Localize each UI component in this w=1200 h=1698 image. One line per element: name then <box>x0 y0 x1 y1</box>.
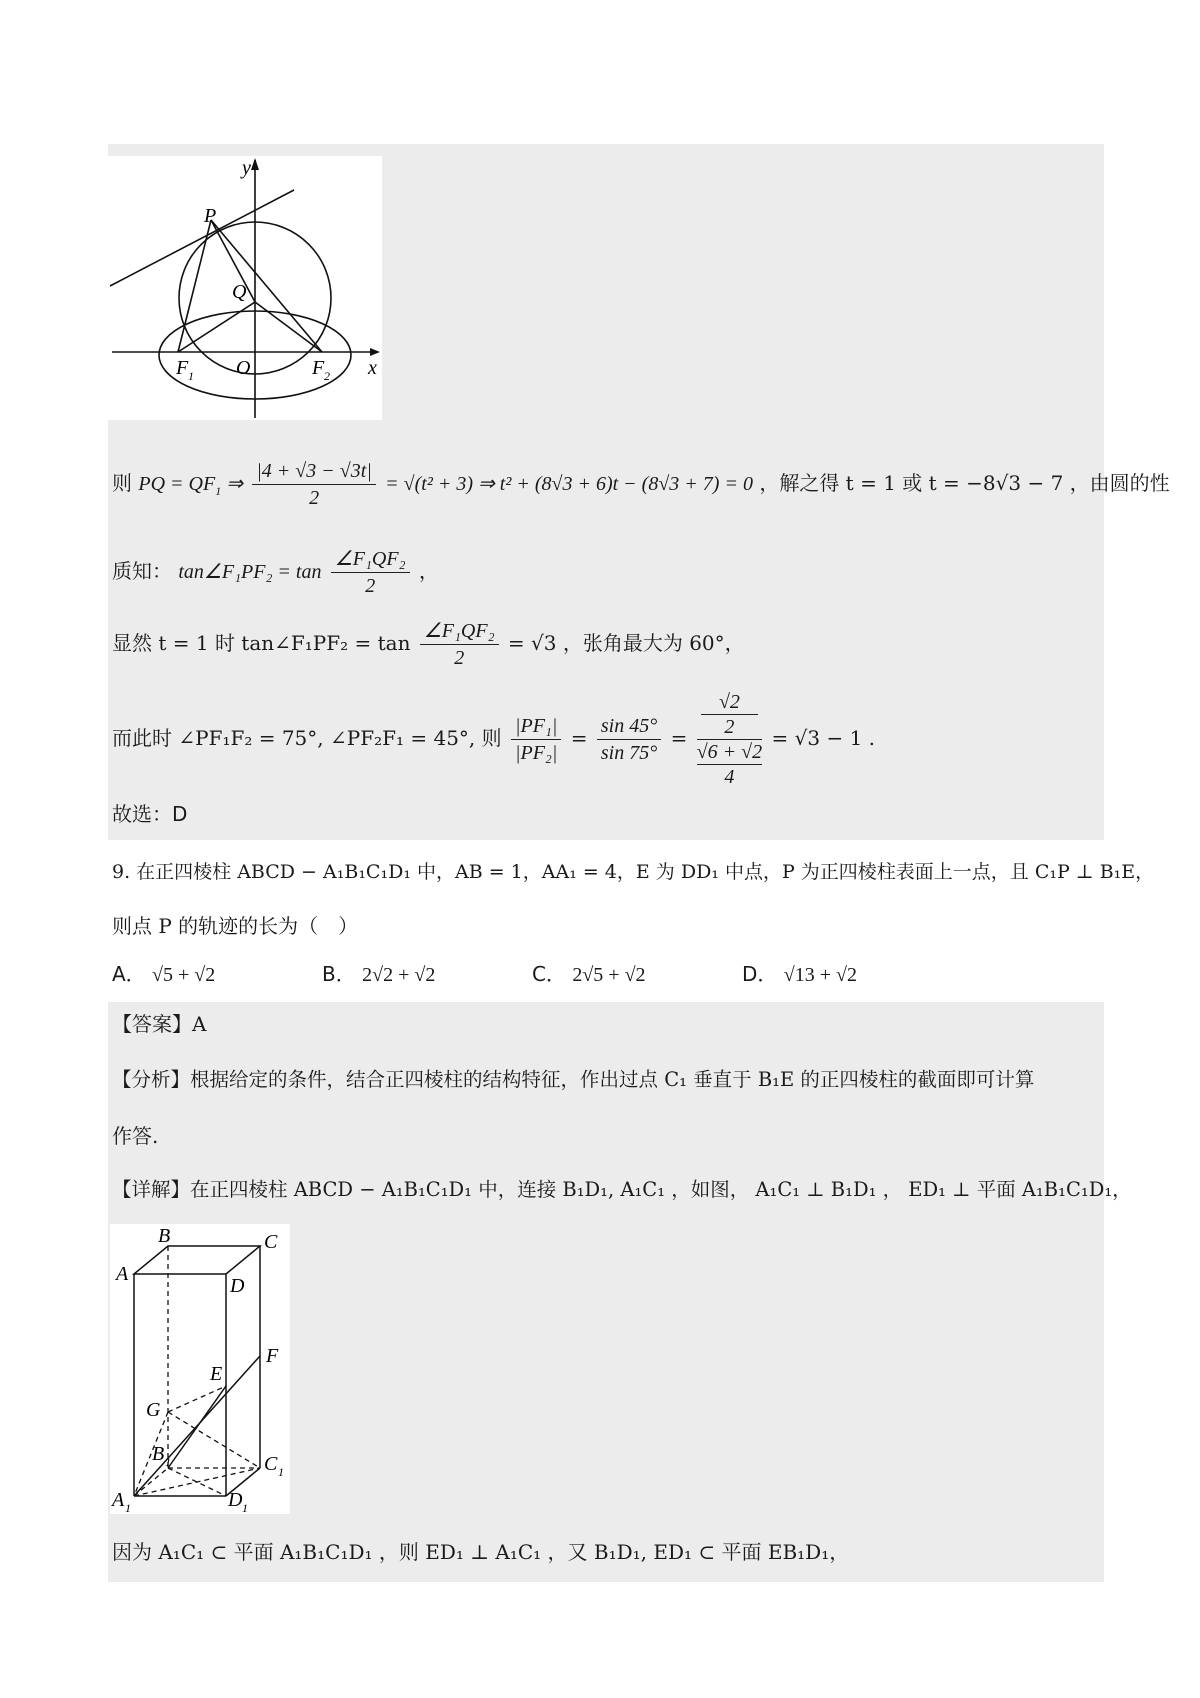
option-a: A． √5 + √2 <box>112 962 216 986</box>
label-P: P <box>204 205 217 227</box>
label-A1: A <box>112 1489 125 1511</box>
label-F1-sub: 1 <box>188 369 194 383</box>
analysis-line-2: 作答. <box>112 1124 159 1148</box>
option-d: D． √13 + √2 <box>742 962 857 986</box>
question-line-2: 则点 P 的轨迹的长为（ ） <box>112 914 359 938</box>
label-B: B <box>158 1225 171 1247</box>
solution-line-1: 则 PQ = $QF_1$ ⇒ $\frac{|4 + √3 - √3t|}{2}$ = √(t² + 3) ⇒ t² + (8√3 + 6)t − (8√3 + 7) = 0 ，解之得 t = 1 或 t = −8√3 − 7 ，由圆的性 <box>112 460 1170 509</box>
frac-nested: √2 2 √6 + √2 4 <box>696 691 763 788</box>
label-F1: F <box>176 357 189 379</box>
label-y: y <box>242 157 251 179</box>
solution-line-2: 质知： tan∠F₁PF₂ = tan $\frac{\text{∠F₁QF₂}}{2}$ ， <box>112 548 439 597</box>
frac-angle-half: $\frac{\text{∠F₁QF₂}}{2}$ <box>331 546 410 599</box>
label-F2-sub: 2 <box>324 369 330 383</box>
label-A: A <box>116 1263 129 1285</box>
prism-figure <box>110 1224 290 1514</box>
label-C: C <box>264 1231 278 1253</box>
eq-quadratic: = √(t² + 3) ⇒ t² + (8√3 + 6)t − (8√3 + 7) = 0 <box>385 473 753 495</box>
question-line-1: 9. 在正四棱柱 ABCD − A₁B₁C₁D₁ 中，AB = 1，AA₁ = 4，E 为 DD₁ 中点，P 为正四棱柱表面上一点，且 C₁P ⊥ B₁E， <box>112 861 1155 883</box>
label-O: O <box>236 357 251 379</box>
solution-result-text: ，解之得 t = 1 或 t = −8√3 − 7 ，由圆的性 <box>759 471 1170 495</box>
label-B1: B <box>152 1443 165 1465</box>
frac-distance: $\frac{|4 + √3 - √3t|}{2}$ <box>252 458 376 511</box>
label-Q: Q <box>232 281 247 303</box>
solution-line-4: 而此时 ∠PF₁F₂ = 75°, ∠PF₂F₁ = 45°, 则 $\frac{\text{|PF₁|}}{\text{|PF₂|}}$ = $\frac{\sin 45^\circ}{\sin 75^\circ}$ = √2 2 √6 + √2 4 = √3 − 1 . <box>112 691 876 788</box>
answer-line: 【答案】A <box>112 1012 207 1036</box>
label-x: x <box>368 357 377 379</box>
label-C1: C <box>264 1453 278 1475</box>
ellipse-circle-figure <box>108 156 382 420</box>
frac-sin-ratio: $\frac{\sin 45^\circ}{\sin 75^\circ}$ <box>597 713 661 766</box>
label-C1-sub: 1 <box>278 1465 284 1479</box>
label-F2: F <box>312 357 325 379</box>
frac-pf-ratio: $\frac{\text{|PF₁|}}{\text{|PF₂|}}$ <box>511 713 561 766</box>
solution-line-3: 显然 t = 1 时 tan∠F₁PF₂ = tan $\frac{\text{∠F₁QF₂}}{2}$ = √3 ，张角最大为 60°， <box>112 620 745 669</box>
solution-choice: 故选：D <box>112 802 188 826</box>
label-F: F <box>266 1345 279 1367</box>
label-D: D <box>230 1275 245 1297</box>
frac-angle-half-2: $\frac{\text{∠F₁QF₂}}{2}$ <box>420 618 499 671</box>
eq-pq-qf: PQ = $QF_1$ ⇒ <box>138 473 243 498</box>
option-c: C． 2√5 + √2 <box>532 962 646 986</box>
label-D1: D <box>228 1489 243 1511</box>
analysis-line-1: 【分析】根据给定的条件，结合正四棱柱的结构特征，作出过点 C₁ 垂直于 B₁E 的正四棱柱的截面即可计算 <box>112 1068 1035 1091</box>
last-line: 因为 A₁C₁ ⊂ 平面 A₁B₁C₁D₁ ，则 ED₁ ⊥ A₁C₁ ，又 B₁D₁, ED₁ ⊂ 平面 EB₁D₁， <box>112 1540 850 1564</box>
option-b: B． 2√2 + √2 <box>322 962 436 986</box>
label-D1-sub: 1 <box>242 1501 248 1514</box>
detail-line: 【详解】在正四棱柱 ABCD − A₁B₁C₁D₁ 中，连接 B₁D₁, A₁C₁ ，如图， A₁C₁ ⊥ B₁D₁ ， ED₁ ⊥ 平面 A₁B₁C₁D₁， <box>112 1178 1132 1201</box>
label-E: E <box>210 1363 223 1385</box>
label-B1-sub: 1 <box>165 1455 171 1469</box>
label-G: G <box>146 1399 161 1421</box>
label-A1-sub: 1 <box>125 1501 131 1514</box>
